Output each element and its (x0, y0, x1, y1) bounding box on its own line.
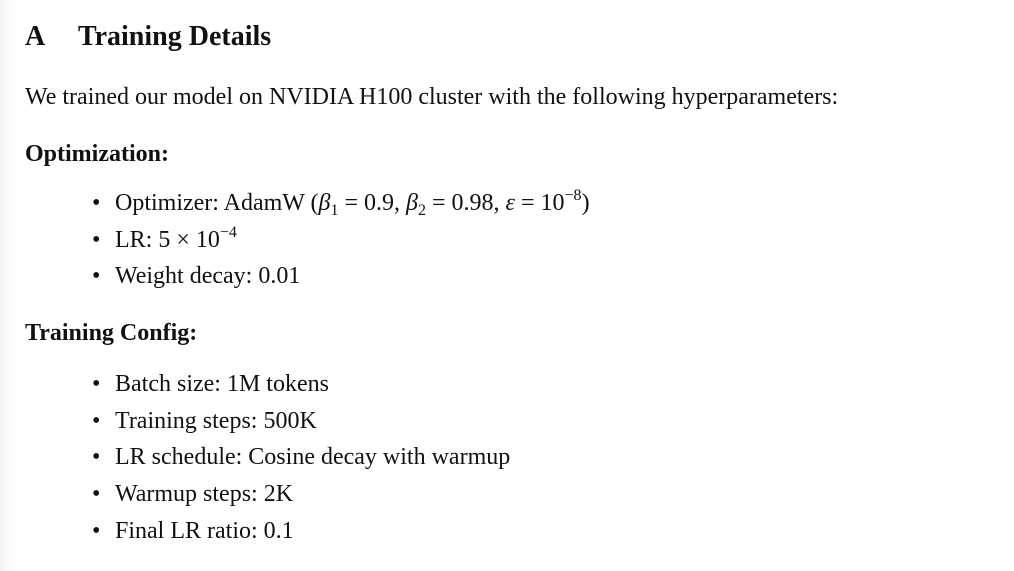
bullet-icon: • (92, 444, 101, 471)
epsilon-value: = 10 (514, 190, 565, 216)
bullet-icon: • (92, 263, 101, 290)
bullet-icon: • (92, 481, 101, 508)
training-config-heading: Training Config: (25, 320, 198, 346)
section-title (25, 20, 271, 54)
beta2-subscript: 2 (417, 202, 426, 219)
beta1-symbol: β (318, 190, 331, 216)
bullet-icon: • (92, 226, 101, 253)
bullet-icon: • (92, 371, 101, 397)
final-lr-ratio-text: Final LR ratio: 0.1 (115, 517, 294, 544)
lr-exponent: −4 (219, 223, 237, 241)
bullet-icon: • (92, 517, 101, 544)
bullet-icon: • (92, 407, 101, 434)
optimizer-suffix: ) (581, 190, 590, 216)
bullet-icon: • (92, 190, 101, 216)
epsilon-exponent: −8 (564, 187, 582, 204)
optimizer-prefix: Optimizer: AdamW ( (115, 190, 319, 216)
warmup-steps-text: Warmup steps: 2K (115, 481, 294, 508)
lr-text (115, 223, 237, 257)
lr-prefix: LR: 5 × 10 (115, 226, 220, 253)
optimization-heading: Optimization: (25, 141, 169, 167)
beta2-symbol: β (406, 190, 418, 216)
lr-schedule-text: LR schedule: Cosine decay with warmup (115, 444, 511, 471)
epsilon-symbol: ε (505, 190, 515, 216)
intro-paragraph: We trained our model on NVIDIA H100 cluster with the following hyperparameters: (25, 84, 839, 110)
batch-size-text: Batch size: 1M tokens (115, 371, 329, 397)
beta1-subscript: 1 (330, 202, 339, 219)
training-steps-text: Training steps: 500K (115, 407, 317, 434)
weight-decay-text: Weight decay: 0.01 (115, 263, 301, 290)
optimizer-text (115, 186, 590, 220)
beta2-value: = 0.98, (425, 190, 506, 216)
section-number: A (25, 21, 46, 52)
section-title-text: Training Details (78, 21, 272, 52)
beta1-value: = 0.9, (338, 190, 407, 216)
